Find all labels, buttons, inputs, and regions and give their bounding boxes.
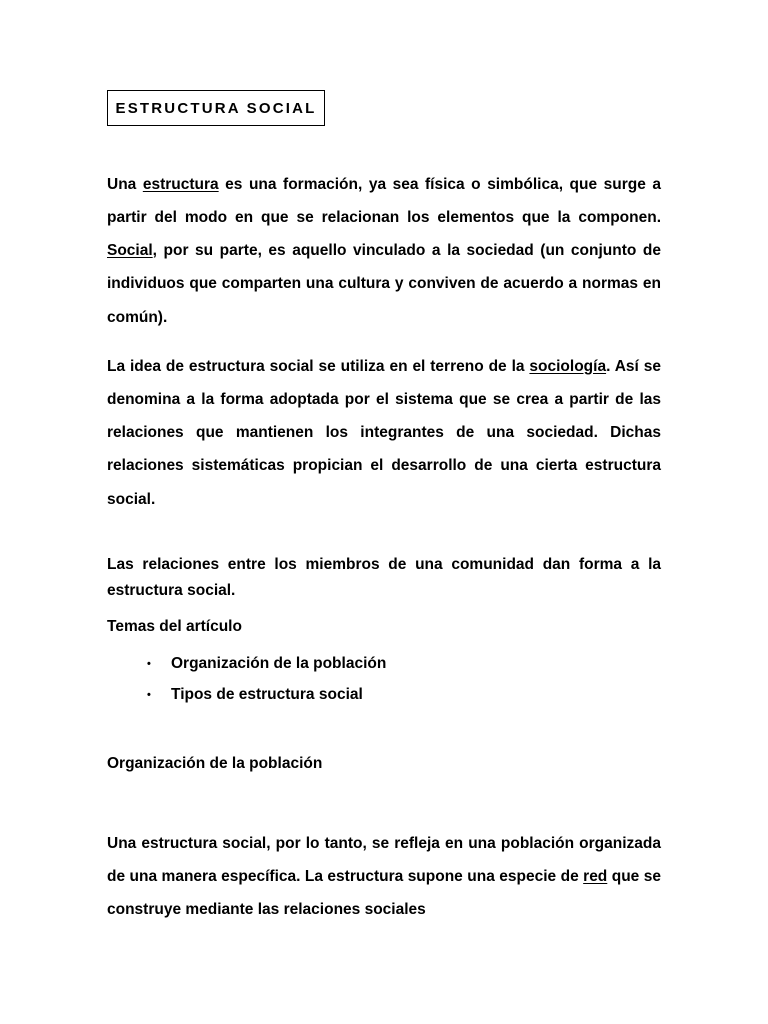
text-run: es una formación, ya sea física o simbólica, que surge a partir del modo en que se relacionan los elementos que la componen. [107, 175, 662, 226]
section-heading: Organización de la población [107, 755, 323, 772]
paragraph-relations: Las relaciones entre los miembros de una comunidad dan forma a la estructura social. [107, 555, 661, 599]
toc-list [147, 648, 386, 710]
text-run: La idea de estructura social se utiliza en el terreno de la [107, 357, 530, 375]
text-run: Una estructura social, por lo tanto, se refleja en una población organizada de una manera específica. La estructura supone una especie de [107, 834, 661, 885]
toc-heading: Temas del artículo [107, 618, 242, 635]
link-estructura[interactable]: estructura [142, 175, 219, 193]
paragraph-intro [107, 168, 661, 334]
text-run: que se construye mediante las relaciones sociales [107, 867, 661, 919]
bullet-icon: • [147, 657, 151, 670]
toc-item[interactable] [147, 679, 386, 710]
toc-item[interactable] [147, 648, 386, 679]
paragraph-population [107, 827, 661, 927]
document-title: ESTRUCTURA SOCIAL [107, 90, 325, 126]
link-social[interactable]: Social [107, 242, 153, 260]
text-run: , por su parte, es aquello vinculado a la sociedad (un conjunto de individuos que comparten una cultura y conviven de acuerdo a normas en común). [107, 242, 661, 326]
toc-item-label: Tipos de estructura social [171, 685, 363, 703]
bullet-icon: • [147, 688, 151, 701]
link-sociologia[interactable]: sociología [529, 357, 607, 375]
paragraph-sociology [107, 350, 661, 516]
text-run: . Así se denomina a la forma adoptada por el sistema que se crea a partir de las relaciones que mantienen los integrantes de una sociedad. Dichas relaciones sistemáticas propician el desarrollo de una cierta estructura social. [107, 357, 661, 508]
text-run: Una [107, 175, 143, 193]
link-red[interactable]: red [583, 867, 608, 885]
toc-item-label: Organización de la población [171, 654, 387, 672]
